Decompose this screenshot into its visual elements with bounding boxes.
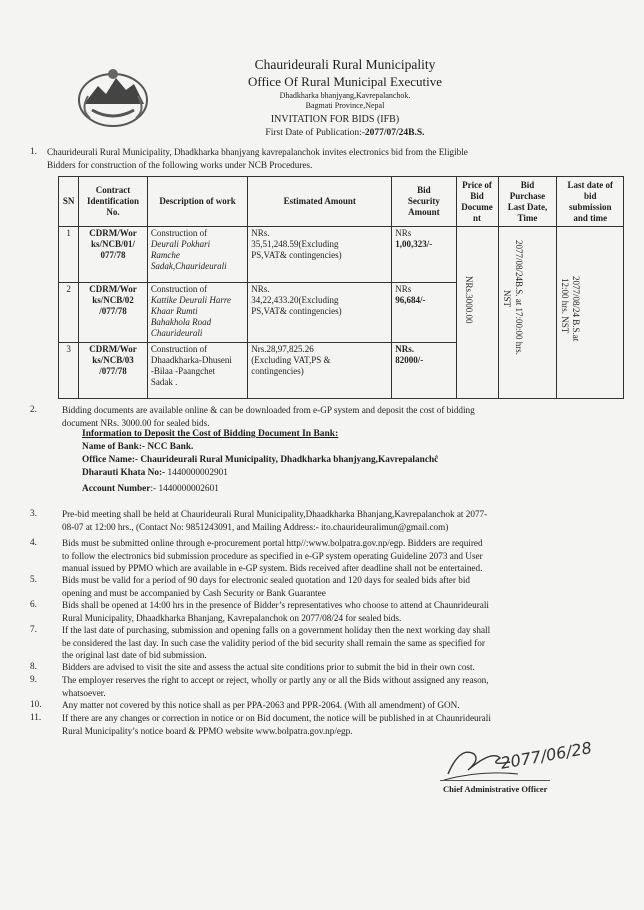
signature-line (440, 780, 550, 781)
address-line-2: Bagmati Province,Nepal (305, 101, 385, 110)
row-contract-id: CDRM/Wor ks/NCB/02 /077/78 (79, 283, 148, 343)
row-sn: 2 (59, 283, 79, 343)
submission-deadline-line1: 2077/08/24 B.S.at (571, 276, 581, 342)
changes-paragraph: If there are any changes or correction in notice or on Bid document, the notice will be published in at Chaunrideurali Rural Municipality’s notice board & PPMO website www.bolpatra.gov.np/egp. (62, 713, 491, 736)
dharauti-khata: Dharauti Khata No:- 1440000002901 (82, 468, 228, 478)
para-number: 3. (30, 508, 37, 518)
table-header-row (59, 177, 624, 227)
signatory-title: Chief Administrative Officer (443, 784, 548, 794)
header-security: Bid Security Amount (392, 177, 456, 227)
header-amount: Estimated Amount (248, 177, 392, 227)
header-submission: Last date of bid submission and time (557, 177, 624, 227)
office-name: Office Of Rural Municipal Executive (248, 74, 442, 89)
prebid-paragraph: Pre-bid meeting shall be held at Chaurideurali Rural Municipality,Dhaadkharka Bhanjang,Kavrepalanchok at 2077- 08-07 at 12:00 hrs., (Contact No: 9851243091, and Mailing Address:- ito.chaurideuralimun@gmail.com) (62, 509, 488, 532)
header-price: Price of Bid Docume nt (456, 177, 498, 227)
bank-name: Name of Bank:- NCC Bank. (82, 442, 194, 452)
holiday-paragraph: If the last date of purchasing, submission and opening falls on a government holiday then the next working day shall be considered the last day. In such case the validity period of the bid security shall remain the same as specified for the original last date of bid submission. (62, 625, 491, 660)
header-sn: SN (59, 177, 79, 227)
bank-info-title: Information to Deposit the Cost of Bidding Document In Bank: (82, 429, 339, 439)
para-number: 9. (30, 674, 37, 684)
purchase-deadline-line1: 2077/08/24B.S. at 17:00:00 hrs. (514, 240, 524, 356)
row-security: NRs 96,684/- (392, 283, 456, 343)
matter-not-covered-paragraph: Any matter not covered by this notice shall as per PPA-2063 and PPR-2064. (With all amendment) of GON. (62, 700, 460, 710)
opening-paragraph: Bids shall be opened at 14:00 hrs in the presence of Bidder’s representatives who choose to attend at Chaunrideurali Rural Municipality, Dhaadkharka Bhanjang, Kavrepalanchok on 2077/08/24 for sealed bids. (62, 600, 489, 623)
para-number: 10. (30, 699, 42, 709)
intro-paragraph: Chaurideurali Rural Municipality, Dhadkharka bhanjyang kavrepalanchok invites electronics bid from the Eligible Bidders for construction of the following works under NCB Procedures. (47, 147, 468, 170)
row-description: Construction of Deurali Pokhari Ramche Sadak,Chaurideurali (147, 227, 247, 283)
merged-price-cell (456, 227, 498, 399)
signature-date: 2077/06/28 (499, 738, 594, 773)
row-sn: 3 (59, 343, 79, 399)
bid-table (58, 176, 624, 399)
bidding-documents-paragraph: Bidding documents are available online & can be downloaded from e-GP system and deposit the cost of bidding document NRs. 3000.00 for sealed bids. (62, 405, 475, 428)
row-description: Construction of Kattike Deurali Harre Khaar Rumti Bahakhola Road Chaurideurali (147, 283, 247, 343)
para-number: 7. (30, 624, 37, 634)
submission-paragraph: Bids must be submitted online through e-procurement portal http//:www.bolpatra.gov.np/egp. Bidders are required to follow the electronics bid submission procedure as specified in e-GP system operating Guideline 2073 and User manual issued by PPMO which are available in e-GP system. Bids received after deadline shall not be entertained. (62, 538, 483, 573)
row-sn: 1 (59, 227, 79, 283)
row-amount: NRs. 35,51,248.59(Excluding PS,VAT& contingencies) (248, 227, 392, 283)
para-number: 6. (30, 599, 37, 609)
first-publication-date: First Date of Publication:-2077/07/24B.S. (265, 128, 425, 138)
municipality-name: Chaurideurali Rural Municipality (254, 57, 436, 72)
submission-deadline-line2: 12:00 hrs. NST (560, 278, 570, 334)
row-description: Construction of Dhaadkharka-Dhuseni -Bilaa -Paangchet Sadak . (147, 343, 247, 399)
nepal-emblem-icon (70, 60, 156, 130)
site-visit-paragraph: Bidders are advised to visit the site and assess the actual site conditions prior to submit the bid in their own cost. (62, 662, 475, 672)
purchase-deadline-line2: NST (502, 290, 512, 308)
address-line-1: Dhadkharka bhanjyang,Kavrepalanchok. (279, 91, 411, 100)
row-security: NRs 1,00,323/- (392, 227, 456, 283)
row-security: NRs. 82000/- (392, 343, 456, 399)
row-amount: NRs. 34,22,433.20(Excluding PS,VAT& contingencies) (248, 283, 392, 343)
employer-rights-paragraph: The employer reserves the right to accept or reject, wholly or partly any or all the Bids without assigned any reason, whatsoever. (62, 675, 489, 698)
header-description: Description of work (147, 177, 247, 227)
para-number: 2. (30, 404, 37, 414)
row-amount: Nrs.28,97,825.26 (Excluding VAT,PS & contingencies) (248, 343, 392, 399)
notice-title: INVITATION FOR BIDS (IFB) (270, 114, 400, 125)
para-number: 1. (30, 146, 37, 156)
price-value: NRs.3000.00 (464, 276, 474, 324)
merged-purchase-cell (498, 227, 557, 399)
row-contract-id: CDRM/Wor ks/NCB/03 /077/78 (79, 343, 148, 399)
validity-paragraph: Bids must be valid for a period of 90 days for electronic sealed quotation and 120 days for sealed bids after bid opening and must be accompanied by Cash Security or Bank Guarantee (62, 575, 470, 598)
para-number: 11. (30, 712, 42, 722)
para-number: 5. (30, 574, 37, 584)
table-row (59, 227, 624, 283)
row-contract-id: CDRM/Wor ks/NCB/01/ 077/78 (79, 227, 148, 283)
para-number: 8. (30, 661, 37, 671)
header-contract: Contract Identification No. (79, 177, 148, 227)
para-number: 4. (30, 537, 37, 547)
header-purchase: Bid Purchase Last Date, Time (498, 177, 557, 227)
office-name-line: Office Name:- Chaurideurali Rural Municipality, Dhadkharka bhanjyang,Kavrepalanchĉ (82, 455, 439, 465)
account-number: Account Number:- 1440000002601 (82, 484, 219, 494)
